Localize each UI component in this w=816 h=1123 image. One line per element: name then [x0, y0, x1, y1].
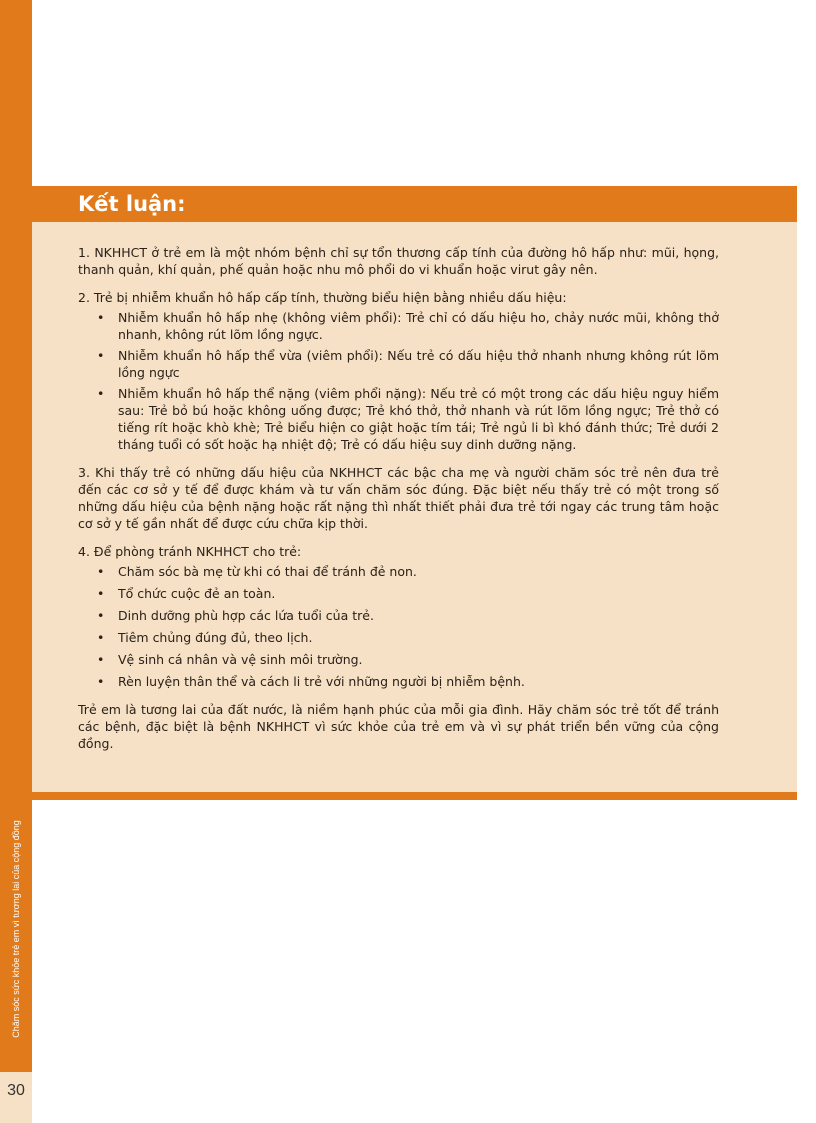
list-item: • Tiêm chủng đúng đủ, theo lịch.	[78, 629, 719, 646]
side-caption-text: Chăm sóc sức khỏe trẻ em vì tương lai của cộng đồng	[11, 820, 21, 1038]
list-item: • Nhiễm khuẩn hô hấp nhẹ (không viêm phổi): Trẻ chỉ có dấu hiệu ho, chảy nước mũi, không thở nhanh, không rút lõm lồng ngực.	[78, 309, 719, 343]
list-item: • Vệ sinh cá nhân và vệ sinh môi trường.	[78, 651, 719, 668]
paragraph-4-intro: 4. Để phòng tránh NKHHCT cho trẻ:	[78, 544, 302, 559]
page-number-box	[0, 1072, 32, 1123]
list-item: • Nhiễm khuẩn hô hấp thể nặng (viêm phổi nặng): Nếu trẻ có một trong các dấu hiệu nguy hiểm sau: Trẻ bỏ bú hoặc không uống được; Trẻ khó thở, thở nhanh và rút lõm lồng ngực; Trẻ thở có tiếng rít hoặc khò khè; Trẻ biểu hiện co giật hoặc tím tái; Trẻ ngủ li bì khó đánh thức; Trẻ dưới 2 tháng tuổi có sốt hoặc hạ nhiệt độ; Trẻ có dấu hiệu suy dinh dưỡng nặng.	[78, 385, 719, 453]
conclusion-heading-bar	[32, 186, 797, 222]
page-number: 30	[7, 1082, 25, 1099]
conclusion-title: Kết luận:	[78, 192, 186, 216]
list-item: • Rèn luyện thân thể và cách li trẻ với những người bị nhiễm bệnh.	[78, 673, 719, 690]
conclusion-panel	[32, 222, 797, 792]
paragraph-3: 3. Khi thấy trẻ có những dấu hiệu của NKHHCT các bậc cha mẹ và người chăm sóc trẻ nên đưa trẻ đến các cơ sở y tế để được khám và tư vấn chăm sóc đúng. Đặc biệt nếu thấy trẻ có một trong số những dấu hiệu của bệnh nặng hoặc rất nặng thì nhất thiết phải đưa trẻ tới ngay các trung tâm hoặc cơ sở y tế gần nhất để được cứu chữa kịp thời.	[78, 465, 719, 531]
prevention-list	[78, 563, 719, 690]
bottom-orange-rule	[32, 792, 797, 800]
closing-paragraph: Trẻ em là tương lai của đất nước, là niềm hạnh phúc của mỗi gia đình. Hãy chăm sóc trẻ tốt để tránh các bệnh, đặc biệt là bệnh NKHHCT vì sức khỏe của trẻ em và vì sự phát triển bền vững của cộng đồng.	[78, 702, 719, 751]
side-caption	[1, 798, 31, 1060]
list-item: • Chăm sóc bà mẹ từ khi có thai để tránh đẻ non.	[78, 563, 719, 580]
paragraph-1: 1. NKHHCT ở trẻ em là một nhóm bệnh chỉ sự tổn thương cấp tính của đường hô hấp như: mũi, họng, thanh quản, khí quản, phế quản hoặc nhu mô phổi do vi khuẩn hoặc virut gây nên.	[78, 245, 719, 277]
list-item: • Nhiễm khuẩn hô hấp thể vừa (viêm phổi): Nếu trẻ có dấu hiệu thở nhanh nhưng không rút lõm lồng ngực	[78, 347, 719, 381]
list-item: • Dinh dưỡng phù hợp các lứa tuổi của trẻ.	[78, 607, 719, 624]
list-item: • Tổ chức cuộc đẻ an toàn.	[78, 585, 719, 602]
paragraph-2-intro: 2. Trẻ bị nhiễm khuẩn hô hấp cấp tính, thường biểu hiện bằng nhiều dấu hiệu:	[78, 290, 567, 305]
symptom-list	[78, 309, 719, 453]
